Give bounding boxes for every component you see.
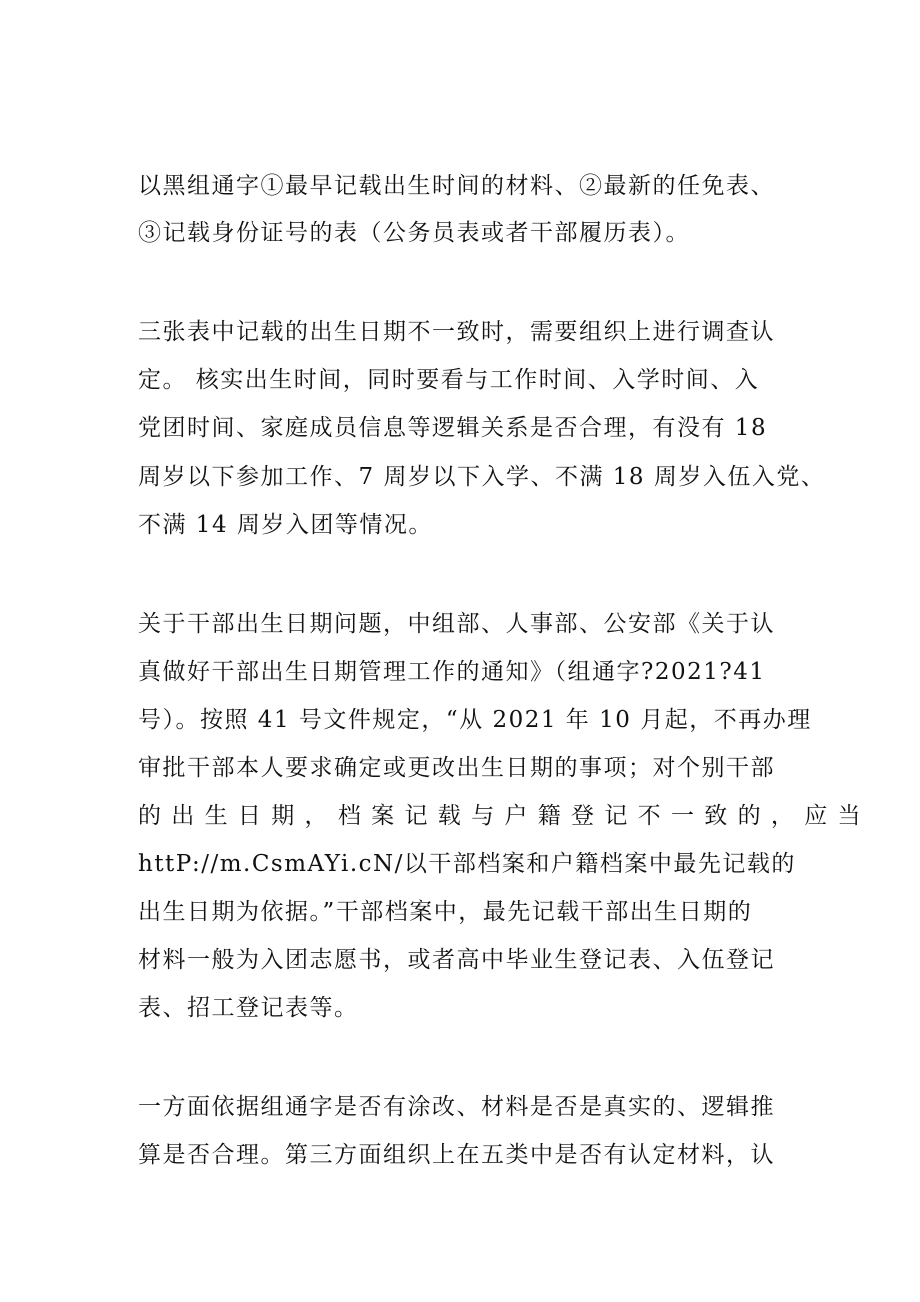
text-line: 三张表中记载的出生日期不一致时，需要组织上进行调查认 <box>138 319 775 345</box>
text-line: 算是否合理。第三方面组织上在五类中是否有认定材料，认 <box>138 1142 775 1168</box>
text-line: 不满 14 周岁入团等情况。 <box>138 512 433 538</box>
text-line: 真做好干部出生日期管理工作的通知》（组通字?2021?41 <box>138 659 766 685</box>
text-line: httP://m.CsmAYi.cN/以干部档案和户籍档案中最先记载的 <box>138 851 796 877</box>
text-line: 审批干部本人要求确定或更改出生日期的事项；对个别干部 <box>138 755 775 781</box>
text-line: 表、招工登记表等。 <box>138 995 359 1021</box>
text-line: 党团时间、家庭成员信息等逻辑关系是否合理，有没有 18 <box>138 415 768 441</box>
text-line: 号）。按照 41 号文件规定，“从 2021 年 10 月起，不再办理 <box>138 707 812 733</box>
text-line: 关于干部出生日期问题，中组部、人事部、公安部《关于认 <box>138 611 775 637</box>
text-line: 以黑组通字①最早记载出生时间的材料、②最新的任免表、 <box>138 173 775 199</box>
text-line: 定。 核实出生时间，同时要看与工作时间、入学时间、入 <box>138 367 760 393</box>
text-line: 一方面依据组通字是否有涂改、材料是否是真实的、逻辑推 <box>138 1094 775 1120</box>
text-line: 周岁以下参加工作、7 周岁以下入学、不满 18 周岁入伍入党、 <box>138 464 826 490</box>
text-line: 的 出 生 日 期 ， 档 案 记 载 与 户 籍 登 记 不 一 致 的 ， 应 当 <box>138 803 863 829</box>
text-line: 出生日期为依据。”干部档案中，最先记载干部出生日期的 <box>138 899 753 925</box>
text-line: ③记载身份证号的表（公务员表或者干部履历表）。 <box>138 220 690 246</box>
text-line: 材料一般为入团志愿书，或者高中毕业生登记表、入伍登记 <box>138 947 775 973</box>
